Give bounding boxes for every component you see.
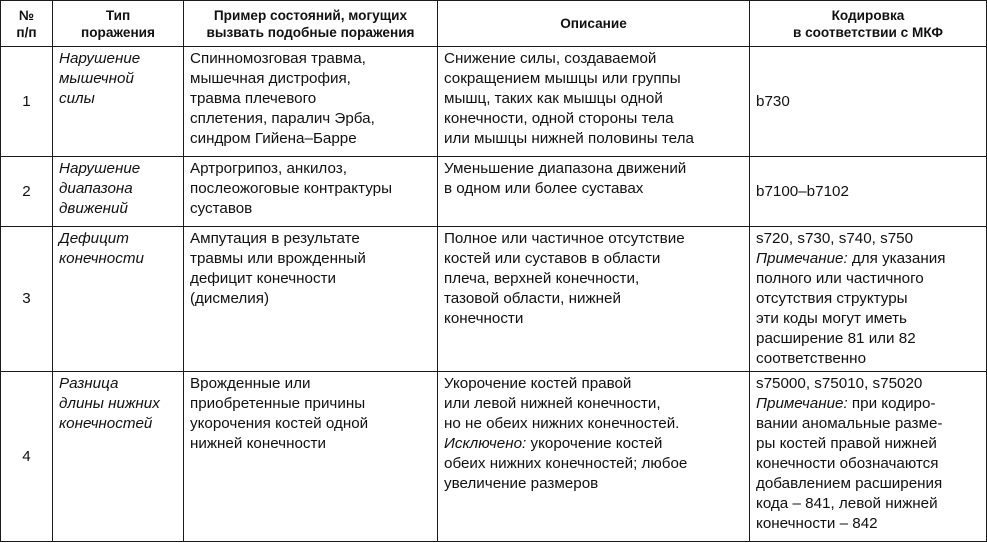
row-number: 1 — [1, 47, 53, 157]
coding-note: Примечание: при кодиро- — [756, 395, 936, 412]
lesion-type: Дефицит конечности — [53, 227, 184, 372]
table-row — [1, 227, 987, 372]
header-num: № п/п — [1, 1, 53, 47]
note-label: Примечание: — [756, 250, 848, 267]
icf-coding: b7100–b7102 — [750, 157, 987, 227]
condition-examples: Ампутация в результате травмы или врожденный дефицит конечности (дисмелия) — [184, 227, 438, 372]
description: Уменьшение диапазона движений в одном или более суставах — [438, 157, 750, 227]
row-number: 4 — [1, 372, 53, 542]
header-row — [1, 1, 987, 47]
description: Снижение силы, создаваемой сокращением мышцы или группы мышц, таких как мышцы одной конечности, одной стороны тела или мышцы нижней половины тела — [438, 47, 750, 157]
description: Укорочение костей правой или левой нижней конечности, но не обеих нижних конечностей. Исключено: укорочение костей обеих нижних конечностей; любое увеличение размеров — [438, 372, 750, 542]
header-examples: Пример состояний, могущих вызвать подобные поражения — [184, 1, 438, 47]
row-number: 3 — [1, 227, 53, 372]
coding-note: Примечание: для указания — [756, 250, 946, 267]
lesion-type: Нарушение диапазона движений — [53, 157, 184, 227]
lesion-type: Разница длины нижних конечностей — [53, 372, 184, 542]
condition-examples: Спинномозговая травма, мышечная дистрофия, травма плечевого сплетения, паралич Эрба, синдром Гийена–Барре — [184, 47, 438, 157]
icf-coding: s75000, s75010, s75020 Примечание: при кодиро- вании аномальные разме- ры костей правой нижней конечности обозначаются добавлением расширения кода – 841, левой нижней конечности – 842 — [750, 372, 987, 542]
row-number: 2 — [1, 157, 53, 227]
condition-examples: Врожденные или приобретенные причины укорочения костей одной нижней конечности — [184, 372, 438, 542]
header-type: Тип поражения — [53, 1, 184, 47]
excluded-note: Исключено: укорочение костей — [444, 435, 663, 452]
excluded-label: Исключено: — [444, 435, 527, 452]
condition-examples: Артрогрипоз, анкилоз, послеожоговые контрактуры суставов — [184, 157, 438, 227]
header-description: Описание — [438, 1, 750, 47]
description: Полное или частичное отсутствие костей или суставов в области плеча, верхней конечности, тазовой области, нижней конечности — [438, 227, 750, 372]
icf-coding: s720, s730, s740, s750 Примечание: для указания полного или частичного отсутствия структуры эти коды могут иметь расширение 81 или 82 соответственно — [750, 227, 987, 372]
table-row — [1, 157, 987, 227]
table-row — [1, 372, 987, 542]
icf-coding: b730 — [750, 47, 987, 157]
lesion-type: Нарушение мышечной силы — [53, 47, 184, 157]
header-coding: Кодировка в соответствии с МКФ — [750, 1, 987, 47]
table-row — [1, 47, 987, 157]
note-label: Примечание: — [756, 395, 848, 412]
